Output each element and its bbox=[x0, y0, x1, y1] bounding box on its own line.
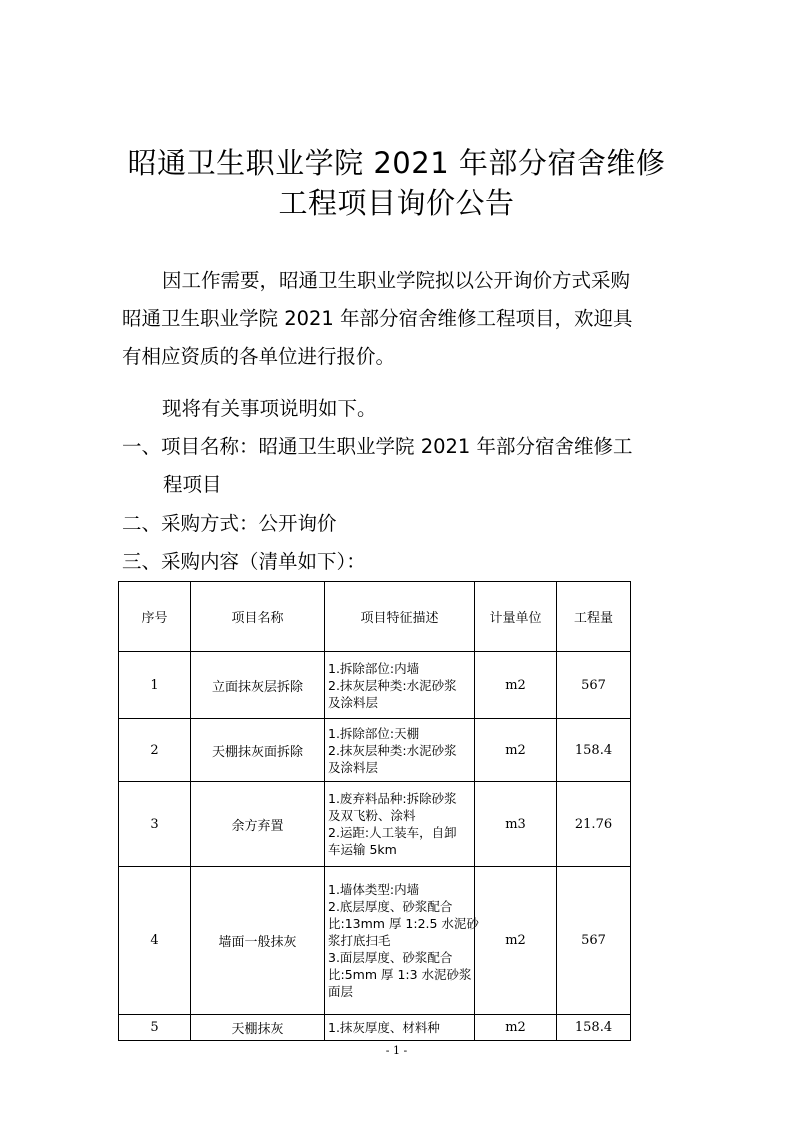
header-name: 项目名称 bbox=[191, 582, 325, 652]
page-number: - 1 - bbox=[385, 1044, 408, 1057]
table-row bbox=[119, 867, 631, 1015]
cell-no: 2 bbox=[119, 719, 191, 782]
desc-line: 3.面层厚度、砂浆配合 bbox=[328, 950, 453, 965]
cell-quantity: 158.4 bbox=[557, 719, 631, 782]
cell-quantity: 567 bbox=[557, 867, 631, 1015]
cell-no: 4 bbox=[119, 867, 191, 1015]
document-title-line-2: 工程项目询价公告 bbox=[278, 186, 515, 220]
intro-note: 现将有关事项说明如下。 bbox=[162, 397, 377, 420]
desc-line: 及双飞粉、涂料 bbox=[328, 808, 416, 823]
table-row bbox=[119, 782, 631, 867]
desc-line: 1.墙体类型:内墙 bbox=[328, 882, 420, 897]
section-project-name-cont: 程项目 bbox=[163, 473, 222, 496]
desc-line: 浆打底扫毛 bbox=[328, 933, 391, 948]
table-row bbox=[119, 652, 631, 719]
cell-quantity: 21.76 bbox=[557, 782, 631, 867]
cell-description bbox=[325, 867, 479, 1015]
section-project-name: 一、项目名称：昭通卫生职业学院 2021 年部分宿舍维修工 bbox=[122, 435, 633, 458]
cell-unit: m2 bbox=[475, 652, 557, 719]
cell-quantity: 567 bbox=[557, 652, 631, 719]
cell-no: 5 bbox=[119, 1015, 191, 1041]
header-description: 项目特征描述 bbox=[325, 582, 475, 652]
cell-quantity: 158.4 bbox=[557, 1015, 631, 1041]
cell-no: 1 bbox=[119, 652, 191, 719]
bill-of-quantities-table bbox=[118, 581, 631, 1041]
header-quantity: 工程量 bbox=[557, 582, 631, 652]
desc-line: 2.底层厚度、砂浆配合 bbox=[328, 899, 453, 914]
header-unit: 计量单位 bbox=[475, 582, 557, 652]
desc-line: 及涂料层 bbox=[328, 759, 379, 775]
cell-unit: m2 bbox=[475, 867, 557, 1015]
cell-unit: m2 bbox=[475, 719, 557, 782]
cell-name: 立面抹灰层拆除 bbox=[191, 652, 325, 719]
desc-line: 1.拆除部位:内墙 bbox=[328, 660, 420, 676]
intro-line: 有相应资质的各单位进行报价。 bbox=[122, 345, 396, 368]
desc-line: 2.抹灰层种类:水泥砂浆 bbox=[328, 742, 457, 758]
cell-description bbox=[325, 652, 475, 719]
table-header-row bbox=[119, 582, 631, 652]
cell-name: 天棚抹灰面拆除 bbox=[191, 719, 325, 782]
table-row bbox=[119, 1015, 631, 1041]
cell-name: 墙面一般抹灰 bbox=[191, 867, 325, 1015]
cell-no: 3 bbox=[119, 782, 191, 867]
desc-line: 1.废弃料品种:拆除砂浆 bbox=[328, 791, 457, 806]
desc-line: 比:5mm 厚 1:3 水泥砂浆 bbox=[328, 967, 472, 982]
table-row bbox=[119, 719, 631, 782]
intro-line: 因工作需要，昭通卫生职业学院拟以公开询价方式采购 bbox=[162, 269, 631, 292]
cell-name: 天棚抹灰 bbox=[191, 1015, 325, 1041]
desc-line: 车运输 5km bbox=[328, 842, 397, 857]
cell-unit: m3 bbox=[475, 782, 557, 867]
desc-line: 2.抹灰层种类:水泥砂浆 bbox=[328, 677, 457, 693]
cell-unit: m2 bbox=[475, 1015, 557, 1041]
section-procurement-content: 三、采购内容（清单如下）： bbox=[122, 550, 366, 573]
cell-description bbox=[325, 782, 475, 867]
cell-description bbox=[325, 719, 475, 782]
desc-line: 及涂料层 bbox=[328, 694, 379, 710]
desc-line: 面层 bbox=[328, 984, 354, 999]
document-title-line-1: 昭通卫生职业学院 2021 年部分宿舍维修 bbox=[127, 146, 666, 180]
desc-line: 1.抹灰厚度、材料种 bbox=[328, 1020, 440, 1035]
header-no: 序号 bbox=[119, 582, 191, 652]
desc-line: 2.运距:人工装车，自卸 bbox=[328, 825, 457, 840]
intro-line: 昭通卫生职业学院 2021 年部分宿舍维修工程项目，欢迎具 bbox=[122, 307, 633, 330]
intro-paragraph bbox=[122, 262, 682, 376]
section-procurement-method: 二、采购方式：公开询价 bbox=[122, 512, 337, 535]
desc-line: 1.拆除部位:天棚 bbox=[328, 725, 420, 741]
cell-name: 余方弃置 bbox=[191, 782, 325, 867]
cell-description bbox=[325, 1015, 475, 1041]
desc-line: 比:13mm 厚 1:2.5 水泥砂 bbox=[328, 916, 479, 931]
